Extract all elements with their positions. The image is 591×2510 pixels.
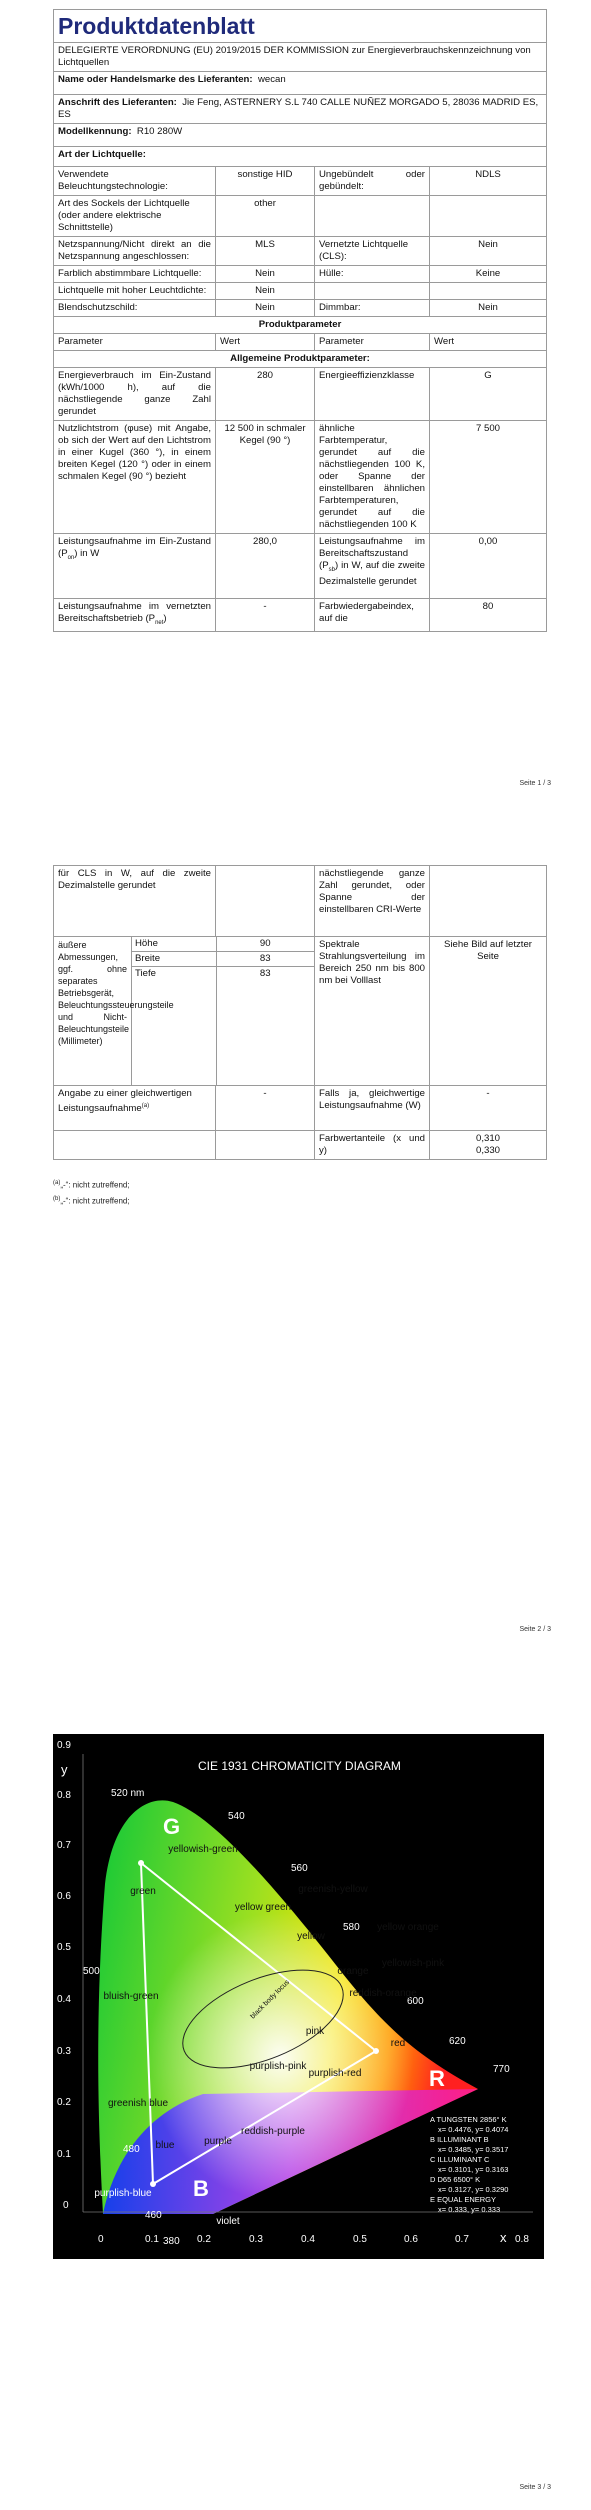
legend-line: A TUNGSTEN 2856° K — [430, 2115, 507, 2124]
primary-red-label: R — [429, 2066, 445, 2091]
black-body-locus-label: black body locus — [249, 1978, 292, 2021]
equivalent-power-value: - — [216, 1086, 315, 1131]
col-header-value-2: Wert — [430, 334, 547, 351]
region-label: reddish-orange — [349, 1988, 417, 1999]
wavelength-label: 480 — [123, 2144, 140, 2155]
region-label: violet — [216, 2216, 240, 2227]
dimensions-values — [132, 937, 315, 1086]
chromaticity-values: 0,310 0,330 — [430, 1131, 547, 1160]
legend-line: C ILLUMINANT C — [430, 2155, 490, 2164]
directional-value: NDLS — [430, 167, 547, 196]
networked-standby-label-cont: für CLS in W, auf die zweite Dezimalstelle gerundet — [54, 866, 216, 937]
wavelength-label: 580 — [343, 1922, 360, 1933]
region-label: purplish-red — [308, 2068, 362, 2079]
region-label: yellowish-green — [168, 1844, 238, 1855]
networked-standby-label: Leistungsaufnahme im vernetzten Bereitschaftsbetrieb $(P_{net})$ — [54, 599, 216, 632]
x-tick: 0.6 — [404, 2234, 418, 2245]
high-luminance-value: Nein — [216, 283, 315, 300]
legend-line: D D65 6500° K — [430, 2175, 481, 2184]
depth-label: Tiefe — [135, 968, 156, 979]
y-tick: 0.7 — [57, 1840, 71, 1851]
y-axis-label: y — [61, 1762, 68, 1777]
directional-label: Ungebündelt oder gebündelt: — [315, 167, 430, 196]
wavelength-label: 600 — [407, 1996, 424, 2007]
region-label: yellow — [297, 1931, 325, 1942]
equivalent-power-label: Angabe zu einer gleichwertigen Leistungsaufnahme$^{(a)}$ — [54, 1086, 216, 1131]
y-tick: 0.4 — [57, 1994, 71, 2005]
region-label: green — [130, 1886, 156, 1897]
regulation-text: DELEGIERTE VERORDNUNG (EU) 2019/2015 DER KOMMISSION zur Energieverbrauchskennzeichnung von Lichtquellen — [54, 43, 547, 72]
cie-title: CIE 1931 CHROMATICITY DIAGRAM — [198, 1759, 401, 1773]
footnote-b: $^{(b)}$„-“: nicht zutreffend; — [53, 1196, 130, 1206]
dimensions-label: äußere Abmessungen, ggf. ohne separates Betriebsgerät, Beleuchtungssteuerungsteile und Nicht-Beleuchtungsteile (Millimeter) — [54, 937, 132, 1086]
height-label: Höhe — [132, 937, 216, 952]
x-tick: 0 — [98, 2234, 104, 2245]
primary-blue-label: B — [193, 2176, 209, 2201]
y-tick: 0 — [63, 2200, 69, 2211]
x-tick: 0.4 — [301, 2234, 315, 2245]
energy-consumption-value: 280 — [216, 368, 315, 421]
envelope-value: Keine — [430, 266, 547, 283]
legend-line: B ILLUMINANT B — [430, 2135, 489, 2144]
cri-label: Farbwiedergabeindex, auf die — [315, 599, 430, 632]
region-label: blue — [155, 2140, 175, 2151]
cct-value: 7 500 — [430, 421, 547, 534]
equivalent-power-w-label: Falls ja, gleichwertige Leistungsaufnahme (W) — [315, 1086, 430, 1131]
general-parameters-heading: Allgemeine Produktparameter: — [54, 351, 547, 368]
width-value: 83 — [216, 952, 314, 967]
wavelength-label: 540 — [228, 1811, 245, 1822]
region-label: yellowish-pink — [381, 1958, 445, 1969]
chromaticity-label: Farbwertanteile (x und y) — [315, 1131, 430, 1160]
footnote-a: $^{(a)}$„-“: nicht zutreffend; — [53, 1180, 130, 1190]
height-value: 90 — [216, 937, 314, 952]
energy-class-label: Energieeffizienzklasse — [315, 368, 430, 421]
tech-value: sonstige HID — [216, 167, 315, 196]
region-label: purple — [204, 2136, 232, 2147]
energy-class-value: G — [430, 368, 547, 421]
region-label: greenish-yellow — [298, 1884, 368, 1895]
y-tick: 0.1 — [57, 2149, 71, 2160]
equivalent-power-w-value: - — [430, 1086, 547, 1131]
x-axis-label: x — [500, 2230, 507, 2245]
page-number-3: Seite 3 / 3 — [519, 2484, 551, 2491]
model-row: Modellkennung: R10 280W — [54, 124, 547, 147]
mains-label: Netzspannung/Nicht direkt an die Netzspannung angeschlossen: — [54, 237, 216, 266]
region-label: orange — [337, 1966, 369, 1977]
cls-value: Nein — [430, 237, 547, 266]
wavelength-label: 620 — [449, 2036, 466, 2047]
page-1 — [0, 0, 591, 810]
region-label: reddish-purple — [241, 2126, 305, 2137]
light-source-type-heading: Art der Lichtquelle: — [54, 147, 547, 167]
high-luminance-label: Lichtquelle mit hoher Leuchtdichte: — [54, 283, 216, 300]
glare-shield-label: Blendschutzschild: — [54, 300, 216, 317]
supplier-name-row: Name oder Handelsmarke des Lieferanten: wecan — [54, 72, 547, 95]
dimmable-label: Dimmbar: — [315, 300, 430, 317]
document-title: Produktdatenblatt — [54, 10, 547, 43]
region-label: red — [390, 2038, 406, 2049]
y-tick: 0.9 — [57, 1740, 71, 1751]
cct-label: ähnliche Farbtemperatur, gerundet auf die nächstliegenden 100 K, oder Spanne der einstellbaren ähnlichen Farbtemperaturen, gerundet auf die nächstliegenden 100 K — [315, 421, 430, 534]
white-region — [98, 1800, 481, 2214]
wavelength-label: 460 — [145, 2210, 162, 2221]
y-tick: 0.6 — [57, 1891, 71, 1902]
product-parameters-heading: Produktparameter — [54, 317, 547, 334]
socket-label: Art des Sockels der Lichtquelle (oder andere elektrische Schnittstelle) — [54, 196, 216, 237]
region-label: purplish-blue — [94, 2188, 152, 2199]
page-number-2: Seite 2 / 3 — [519, 1626, 551, 1633]
width-label: Breite — [132, 952, 216, 967]
x-tick: 0.1 — [145, 2234, 159, 2245]
page-number-1: Seite 1 / 3 — [519, 780, 551, 787]
legend-line: E EQUAL ENERGY — [430, 2195, 496, 2204]
tunable-label: Farblich abstimmbare Lichtquelle: — [54, 266, 216, 283]
tech-label: Verwendete Beleuchtungstechnologie: — [54, 167, 216, 196]
region-label: yellow green — [234, 1902, 292, 1913]
legend-line: x= 0.3485, y= 0.3517 — [438, 2145, 509, 2154]
x-tick: 0.5 — [353, 2234, 367, 2245]
region-label: purplish-pink — [249, 2061, 307, 2072]
y-tick: 0.2 — [57, 2097, 71, 2108]
legend-line: x= 0.333, y= 0.333 — [438, 2205, 501, 2214]
legend-line: x= 0.3127, y= 0.3290 — [438, 2185, 509, 2194]
region-label: bluish-green — [103, 1991, 159, 2002]
col-header-parameter: Parameter — [54, 334, 216, 351]
x-tick: 0.3 — [249, 2234, 263, 2245]
dimmable-value: Nein — [430, 300, 547, 317]
glare-shield-value: Nein — [216, 300, 315, 317]
useful-flux-value: 12 500 in schmaler Kegel (90 °) — [216, 421, 315, 534]
region-label: greenish blue — [107, 2098, 169, 2109]
region-label: yellow orange — [377, 1922, 439, 1933]
tunable-value: Nein — [216, 266, 315, 283]
cri-label-cont: nächstliegende ganze Zahl gerundet, oder Spanne der einstellbaren CRI-Werte — [315, 866, 430, 937]
legend-line: x= 0.3101, y= 0.3163 — [438, 2165, 509, 2174]
wavelength-label: 770 — [493, 2064, 510, 2075]
mains-value: MLS — [216, 237, 315, 266]
on-mode-power-value: 280,0 — [216, 534, 315, 599]
y-tick: 0.5 — [57, 1942, 71, 1953]
cls-label: Vernetzte Lichtquelle (CLS): — [315, 237, 430, 266]
supplier-address-row: Anschrift des Lieferanten: Jie Feng, ASTERNERY S.L 740 CALLE NUÑEZ MORGADO 5, 28036 MADRID ES, ES — [54, 95, 547, 124]
col-header-parameter-2: Parameter — [315, 334, 430, 351]
standby-power-value: 0,00 — [430, 534, 547, 599]
x-tick: 0.8 — [515, 2234, 529, 2245]
cri-value: 80 — [430, 599, 547, 632]
primary-green-label: G — [163, 1814, 181, 1839]
spectral-distribution-label: Spektrale Strahlungsverteilung im Bereich 250 nm bis 800 nm bei Volllast — [315, 937, 430, 1086]
wavelength-label: 560 — [291, 1863, 308, 1874]
product-data-table-continued — [53, 865, 547, 1160]
x-tick: 0.2 — [197, 2234, 211, 2245]
region-label: pink — [305, 2026, 325, 2037]
wavelength-label: 520 nm — [111, 1788, 145, 1799]
useful-flux-label: Nutzlichtstrom (φuse) mit Angabe, ob sich der Wert auf den Lichtstrom in einer Kugel (360 °), in einem breiten Kegel (120 °) oder in einem schmalen Kegel (90 °) bezieht — [54, 421, 216, 534]
networked-standby-value: - — [216, 599, 315, 632]
x-tick: 0.7 — [455, 2234, 469, 2245]
col-header-value: Wert — [216, 334, 315, 351]
depth-value: 83 — [216, 967, 314, 1086]
y-tick: 0.8 — [57, 1790, 71, 1801]
standby-power-label: Leistungsaufnahme im Bereitschaftszustand $(P_{sb})$ in W, auf die zweite Dezimalstelle gerundet — [315, 534, 430, 599]
product-data-table — [53, 9, 547, 632]
envelope-label: Hülle: — [315, 266, 430, 283]
socket-value: other — [216, 196, 315, 237]
wavelength-label: 500 — [83, 1966, 100, 1977]
legend-line: x= 0.4476, y= 0.4074 — [438, 2125, 509, 2134]
cie-chromaticity-diagram — [53, 1734, 544, 2259]
y-tick: 0.3 — [57, 2046, 71, 2057]
on-mode-power-label: Leistungsaufnahme im Ein-Zustand $(P_{on})$ in W — [54, 534, 216, 599]
wavelength-label: 380 — [163, 2236, 180, 2247]
spectral-distribution-value: Siehe Bild auf letzter Seite — [430, 937, 547, 1086]
energy-consumption-label: Energieverbrauch im Ein-Zustand (kWh/1000 h), auf die nächstliegende ganze Zahl gerundet — [54, 368, 216, 421]
